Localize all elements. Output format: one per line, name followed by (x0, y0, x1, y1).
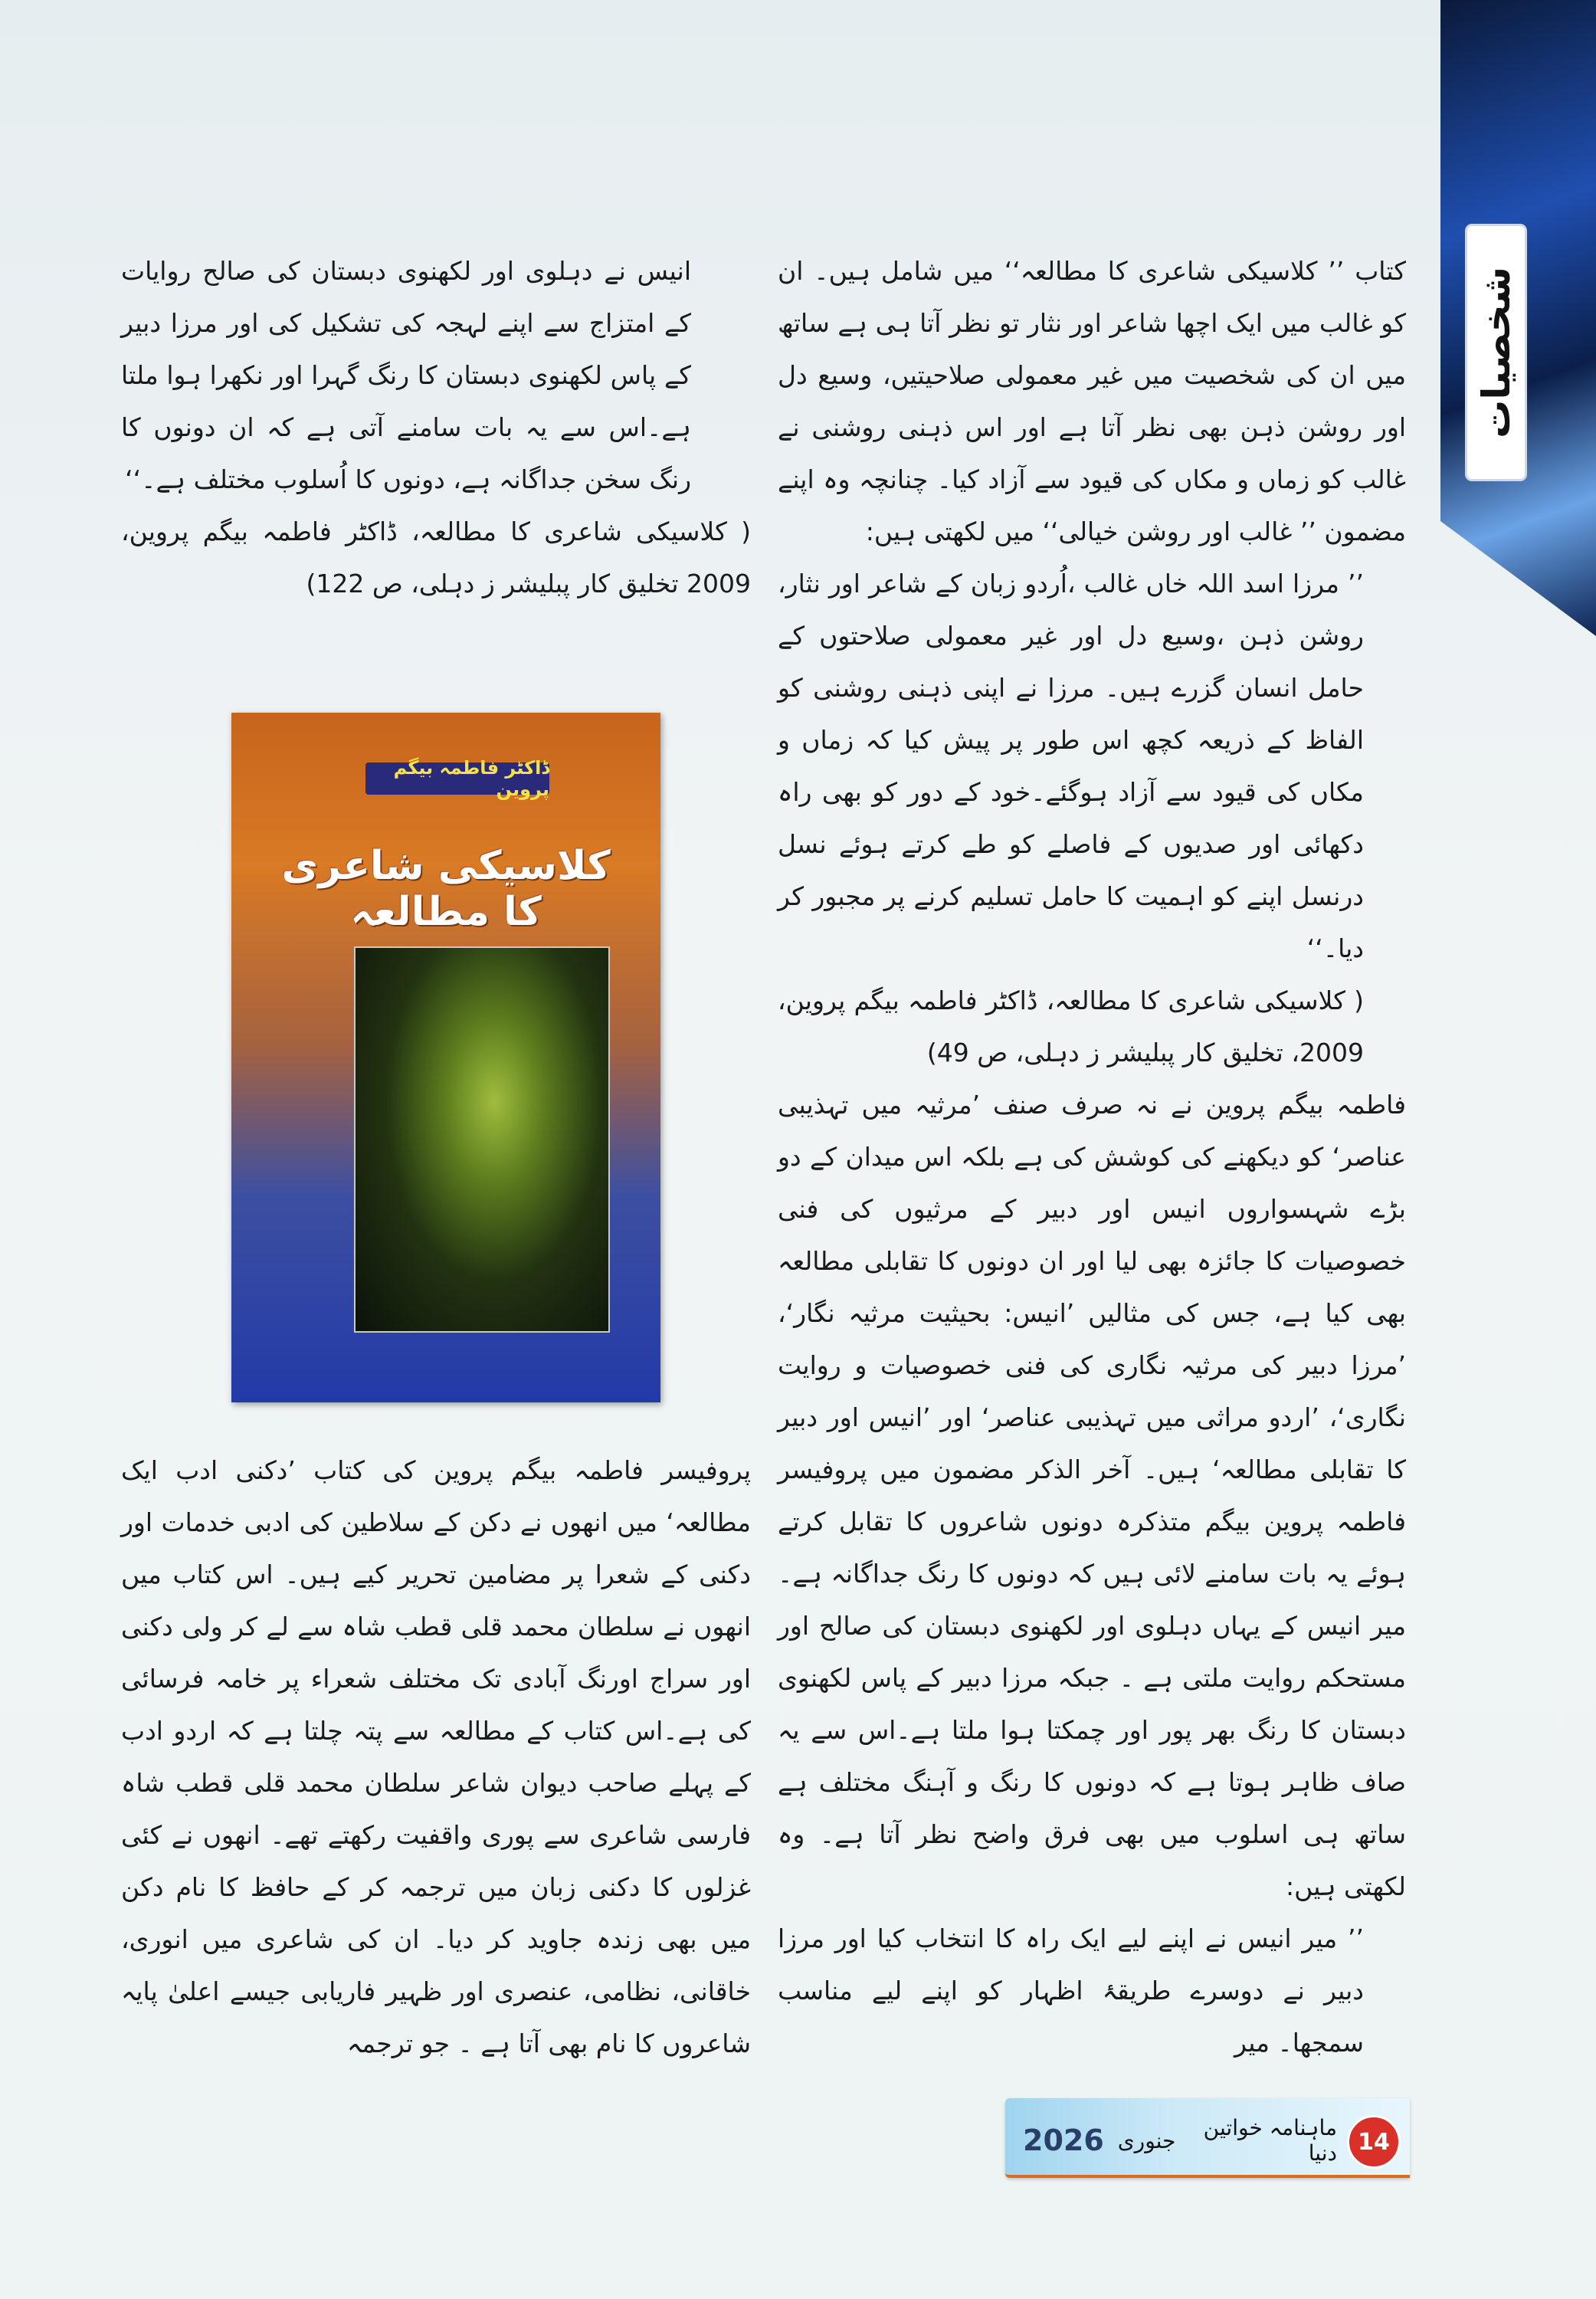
right-paragraph-2: فاطمہ بیگم پروین نے نہ صرف صنف ’مرثیہ میں تہذیبی عناصر‘ کو دیکھنے کی کوشش کی ہے بلکہ اس میدان کے دو بڑے شہسواروں انیس اور دبیر کے مرثیوں کی فنی خصوصیات کا جائزہ بھی لیا اور ان دونوں کا تقابلی مطالعہ بھی کیا ہے، جس کی مثالیں ’انیس: بحیثیت مرثیہ نگار‘، ’مرزا دبیر کی مرثیہ نگاری کی فنی خصوصیات و روایت نگاری‘، ’اردو مراثی میں تہذیبی عناصر‘ اور ’انیس اور دبیر کا تقابلی مطالعہ‘ ہیں۔ آخر الذکر مضمون میں پروفیسر فاطمہ پروین بیگم متذکرہ دونوں شاعروں کا تقابل کرتے ہوئے یہ بات سامنے لائی ہیں کہ دونوں کا رنگ جداگانہ ہے۔ میر انیس کے یہاں دہلوی اور لکھنوی دبستان کی صالح اور مستحکم روایت ملتی ہے ۔ جبکہ مرزا دبیر کے پاس لکھنوی دبستان کا رنگ بھر پور اور چمکتا ہوا ملتا ہے۔اس سے یہ صاف ظاہر ہوتا ہے کہ دونوں کا رنگ و آہنگ مختلف ہے ساتھ ہی اسلوب میں بھی فرق واضح نظر آتا ہے۔ وہ لکھتی ہیں: (778, 1090, 1406, 1901)
right-quote-2: ’’ میر انیس نے اپنے لیے ایک راہ کا انتخاب کیا اور مرزا دبیر نے دوسرے طریقۂ اظہار کو اپنے لیے مناسب سمجھا۔ میر (778, 1923, 1364, 2058)
right-quote-1: ’’ مرزا اسد اللہ خاں غالب ،اُردو زبان کے شاعر اور نثار، روشن ذہن ،وسیع دل اور غیر معمولی صلاحتوں کے حامل انسان گزرے ہیں۔ مرزا نے اپنی ذہنی روشنی کو الفاظ کے ذریعہ کچھ اس طور پر پیش کیا کہ زماں و مکاں کی قیود سے آزاد ہوگئے۔خود کے دور کو بھی راہ دکھائی اور صدیوں کے فاصلے کو طے کرتے ہوئے نسل درنسل اپنے کو اہمیت کا حامل تسلیم کرنے پر مجبور کر دیا۔‘‘ (778, 569, 1364, 963)
section-tab-label: شخصیات (1473, 267, 1519, 438)
footer-text (1023, 2115, 1337, 2166)
left-quote: انیس نے دہلوی اور لکھنوی دبستان کی صالح روایات کے امتزاج سے اپنے لہجہ کی تشکیل کی اور مرزا دبیر کے پاس لکھنوی دبستان کا رنگ گہرا اور نکھرا ہوا ملتا ہے۔اس سے یہ بات سامنے آتی ہے کہ ان دونوں کا رنگ سخن جداگانہ ہے، دونوں کا اُسلوب مختلف ہے۔‘‘ (121, 256, 691, 494)
footer-year: 2026 (1023, 2124, 1104, 2157)
book-cover-image (231, 713, 660, 1402)
left-column-bottom (121, 1445, 751, 2070)
right-paragraph-1: کتاب ’’ کلاسیکی شاعری کا مطالعہ‘‘ میں شامل ہیں۔ ان کو غالب میں ایک اچھا شاعر اور نثار تو نظر آتا ہی ہے ساتھ میں ان کی شخصیت میں غیر معمولی صلاحیتیں، وسیع دل اور روشن ذہن بھی نظر آتا ہے اور اس ذہنی روشنی نے غالب کو زماں و مکاں کی قیود سے آزاد کیا۔ چنانچہ وہ اپنے مضمون ’’ غالب اور روشن خیالی‘‘ میں لکھتی ہیں: (778, 256, 1406, 546)
book-leaf-photo (354, 946, 610, 1333)
left-paragraph-1: پروفیسر فاطمہ بیگم پروین کی کتاب ’دکنی ادب ایک مطالعہ‘ میں انھوں نے دکن کے سلاطین کی ادبی خدمات اور دکنی کے شعرا پر مضامین تحریر کیے ہیں۔ اس کتاب میں انھوں نے سلطان محمد قلی قطب شاہ سے لے کر ولی دکنی اور سراج اورنگ آبادی تک مختلف شعراء پر خامہ فرسائی کی ہے۔اس کتاب کے مطالعہ سے پتہ چلتا ہے کہ اردو ادب کے پہلے صاحب دیوان شاعر سلطان محمد قلی قطب شاہ فارسی شاعری سے پوری واقفیت رکھتے تھے۔ انھوں نے کئی غزلوں کا دکنی زبان میں ترجمہ کر کے حافظ کا نام دکن میں بھی زندہ جاوید کر دیا۔ ان کی شاعری میں انوری، خاقانی، نظامی، عنصری اور ظہیر فاریابی جیسے اعلیٰ پایہ شاعروں کا نام بھی آتا ہے ۔ جو ترجمہ (121, 1455, 751, 2058)
right-column (778, 245, 1406, 2069)
footer-magazine: ماہنامہ خواتین دنیا (1203, 2115, 1337, 2166)
right-reference-1: ( کلاسیکی شاعری کا مطالعہ، ڈاکٹر فاطمہ بیگم پروین، 2009، تخلیق کار پبلیشر ز دہلی، ص 49) (778, 986, 1364, 1068)
left-reference: ( کلاسیکی شاعری کا مطالعہ، ڈاکٹر فاطمہ بیگم پروین، 2009 تخلیق کار پبلیشر ز دہلی، ص 122) (121, 517, 751, 599)
book-title: کلاسیکی شاعری کا مطالعہ (281, 843, 611, 935)
page-number: 14 (1347, 2115, 1401, 2169)
section-tab (1467, 226, 1525, 479)
book-author: ڈاکٹر فاطمہ بیگم پروین (365, 763, 549, 795)
left-column-top (121, 245, 751, 610)
footer-month: جنوری (1117, 2127, 1176, 2153)
